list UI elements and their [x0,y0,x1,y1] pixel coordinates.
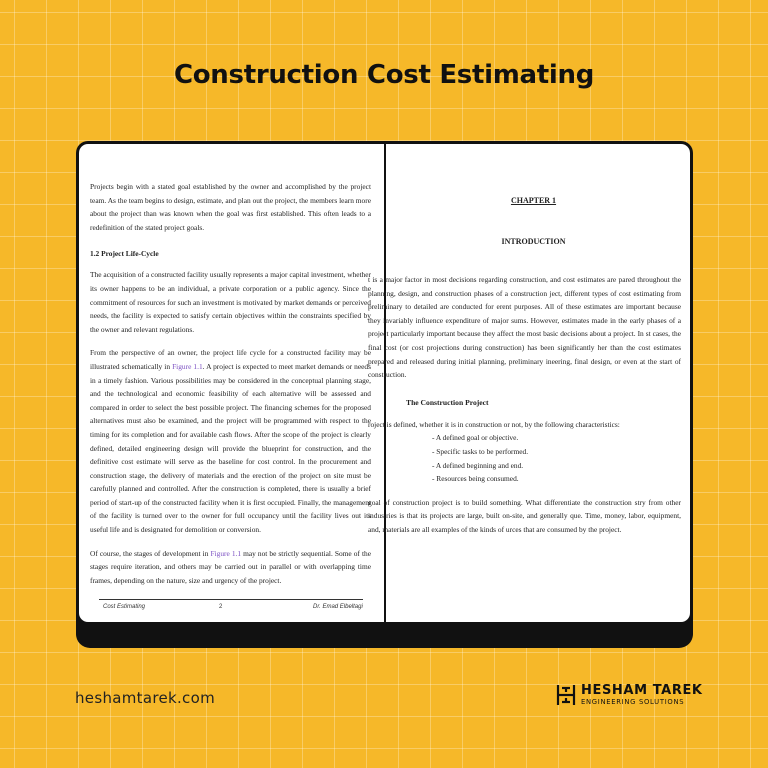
brand-tagline: ENGINEERING SOLUTIONS [581,698,685,706]
page-title: Construction Cost Estimating [173,60,595,90]
left-page [79,144,384,622]
left-paragraph-4-start: Of course, the stages of development in [90,548,211,558]
right-paragraph-1: t is a major factor in most decisions regarding construction, and cost estimates are pared throughout the planning, design, and construction phases of a construction ject, different types of cost estimating from preliminary to detailed are conducted for erent purposes. All of these estimates are important because they invariably influence expenditure of major sums. However, estimates made in the early phases of a project particularly important because they affect the most basic decisions about a project. In st cases, the final cost (or cost projections during construction) has been significantly her than the cost estimates prepared and released during initial planning, preliminary ineering, final design, or even at the start of construction. [368,275,681,380]
list-item: - A defined goal or objective. [432,433,519,443]
left-page-content [90,180,371,587]
list-item: - Resources being consumed. [432,474,519,484]
left-paragraph-3 [90,346,371,536]
section-heading: 1.2 Project Life-Cycle [90,249,159,259]
website-link[interactable]: heshamtarek.com [75,689,215,707]
brand-name: HESHAM TAREK [581,683,703,698]
book-frame [76,141,693,625]
subsection-heading: The Construction Project [406,397,489,407]
left-paragraph-4-end: may not be strictly sequential. Some of the stages require iteration, and others may be carried out in parallel or with overlapping time frames, depending on the nature, size and urgency of the project. [90,548,371,585]
list-item: - Specific tasks to be performed. [432,446,529,456]
list-item: - A defined beginning and end. [432,460,524,470]
chapter-heading: INTRODUCTION [501,237,566,246]
footer-page-number: 2 [219,604,223,610]
left-paragraph-1: Projects begin with a stated goal established by the owner and accomplished by the project team. As the team begins to design, estimate, and plan out the project, the members learn more about the project than was known when the goal was first established. This often leads to a redefinition of the stated project goals. [90,182,371,232]
characteristics-list [368,431,681,485]
footer-book-title: Cost Estimating [103,604,146,610]
footer-divider [99,599,363,600]
chapter-label: CHAPTER 1 [510,196,557,205]
left-paragraph-4 [90,547,371,588]
left-paragraph-2: The acquisition of a constructed facility usually represents a major capital investment, whether its owner happens to be an individual, a private corporation or a public agency. Since the commitment of resources for such an investment is motivated by market demands or perceived needs, the facility is expected to satisfy certain objectives within the constraints specified by the owner and relevant regulations. [90,270,371,334]
left-paragraph-3-end: . A project is expected to meet market demands or needs in a timely fashion. Various possibilities may be considered in the conceptual planning stage, and the technological and economic feasibility of each alternative will be assessed and compared in order to select the best possible project. The financing schemes for the proposed alternatives must also be examined, and the project will be programmed with respect to the timing for its completion and for available cash flows. After the scope of the project is clearly defined, detailed engineering design will provide the blueprint for construction, and the definitive cost estimate will serve as the baseline for cost control. In the procurement and construction stage, the delivery of materials and the erection of the project on site must be carefully planned and controlled. After the construction is completed, there is usually a brief period of start-up of the constructed facility when it is first occupied. Finally, the management of the facility is turned over to the owner for full occupancy until the facility lives out its useful life and is designated for demolition or conversion. [90,361,371,535]
right-page [368,144,690,622]
right-paragraph-2: roject is defined, whether it is in construction or not, by the following characteristics: [368,419,620,429]
figure-link[interactable]: Figure 1.1 [172,361,203,371]
figure-link[interactable]: Figure 1.1 [210,548,242,558]
right-paragraph-3: goal of construction project is to build something. What differentiate the construction stry from other industries is that its projects are large, built on-site, and generally que. Time, money, labor, equipment, and, materials are all examples of the kinds of urces that are consumed by the project. [368,497,681,534]
brand-logo-block [556,684,706,708]
footer-author: Dr. Emad Elbeltagi [313,604,363,610]
left-paragraph-3-start: From the perspective of an owner, the project life cycle for a constructed facility may be illustrated schematically in [90,348,371,371]
brand-logo-icon [556,684,576,706]
right-page-content [368,196,681,537]
